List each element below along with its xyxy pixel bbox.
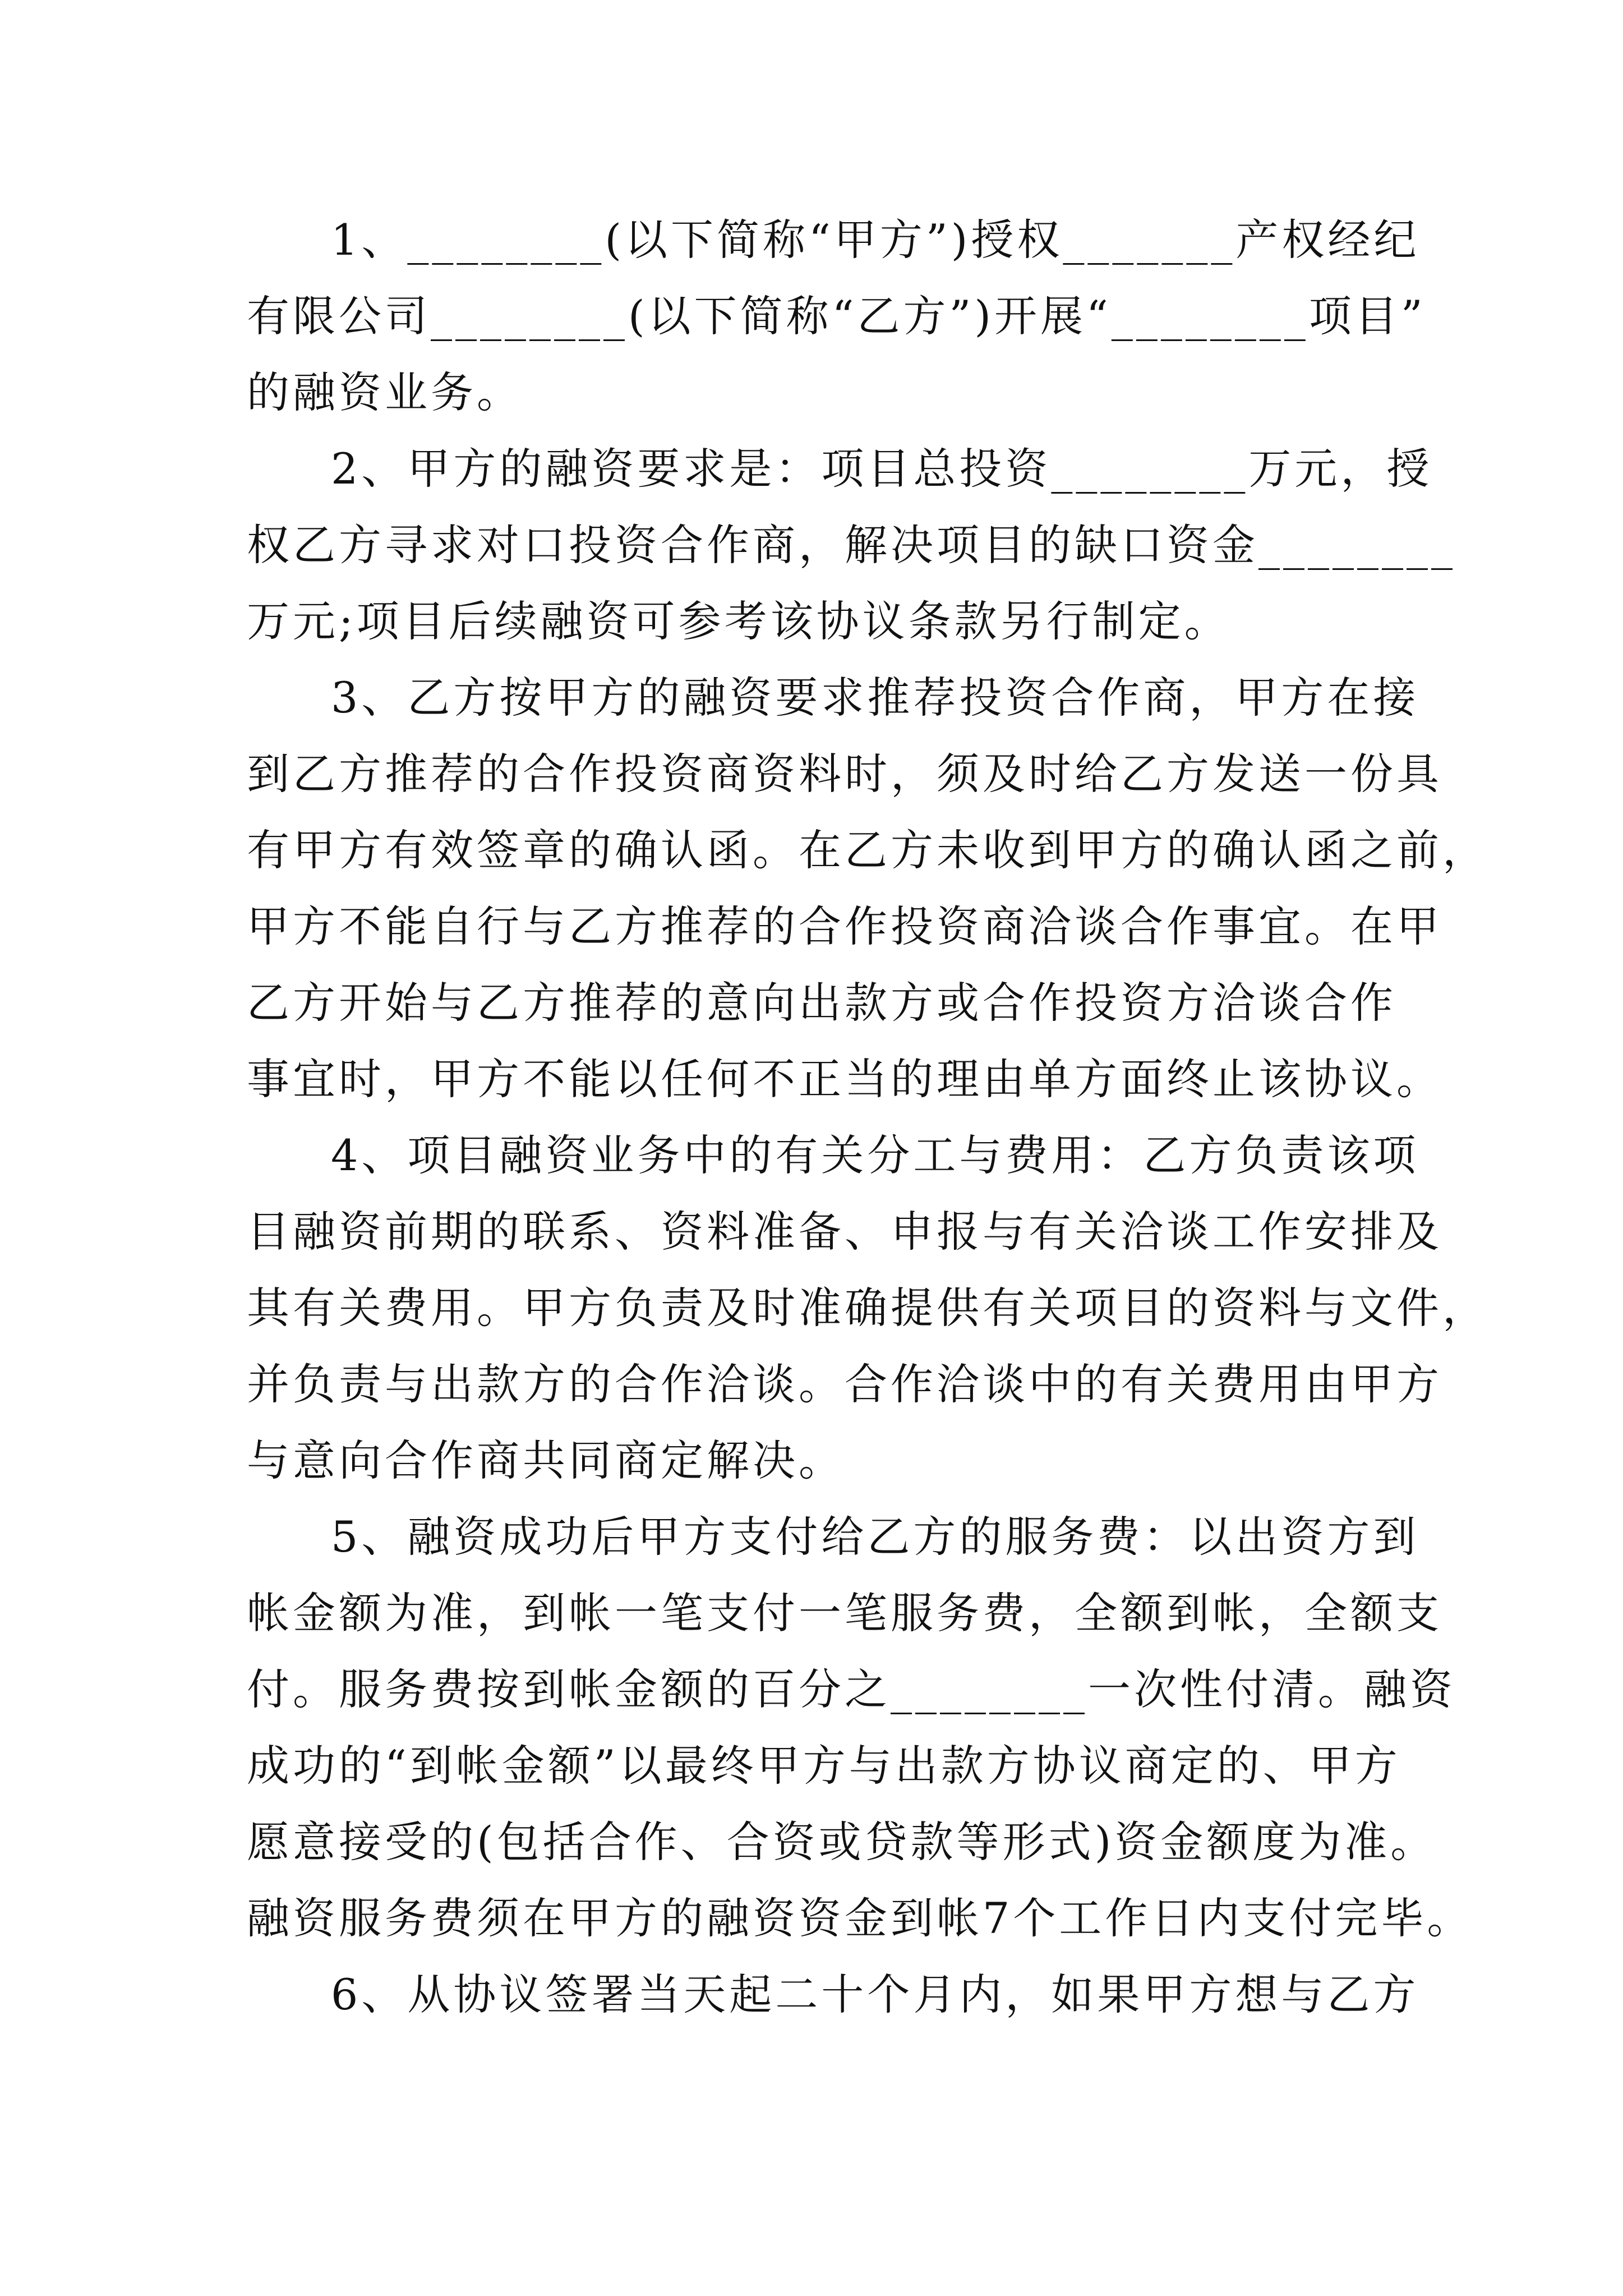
clause-4-line: 与意向合作商共同商定解决。 [247, 1435, 845, 1485]
clause-5-line: 帐金额为准，到帐一笔支付一笔服务费，全额到帐，全额支 [247, 1588, 1442, 1638]
clause-4-line: 4、项目融资业务中的有关分工与费用：乙方负责该项 [331, 1130, 1419, 1180]
clause-5-line: 融资服务费须在甲方的融资资金到帐7个工作日内支付完毕。 [247, 1893, 1473, 1943]
clause-5-paragraph [247, 1499, 1473, 1957]
clause-4-line: 并负责与出款方的合作洽谈。合作洽谈中的有关费用由甲方 [247, 1359, 1442, 1409]
clause-2-paragraph [247, 431, 1456, 660]
clause-5-line: 5、融资成功后甲方支付给乙方的服务费：以出资方到 [331, 1512, 1419, 1562]
clause-4-line: 其有关费用。甲方负责及时准确提供有关项目的资料与文件， [247, 1283, 1488, 1333]
clause-6-paragraph [247, 1957, 1419, 2033]
clause-6-line: 6、从协议签署当天起二十个月内，如果甲方想与乙方 [331, 1970, 1419, 2019]
clause-1-line: 的融资业务。 [247, 367, 523, 417]
clause-1-line: 有限公司________(以下简称“乙方”)开展“________项目” [247, 291, 1426, 341]
clause-3-line: 3、乙方按甲方的融资要求推荐投资合作商，甲方在接 [331, 673, 1419, 723]
clause-1-paragraph [247, 202, 1426, 431]
clause-2-line: 万元;项目后续融资可参考该协议条款另行制定。 [247, 596, 1230, 646]
clause-4-paragraph [247, 1117, 1488, 1499]
clause-2-line: 权乙方寻求对口投资合作商，解决项目的缺口资金________ [247, 520, 1456, 570]
agreement-body [247, 202, 1488, 2033]
clause-4-line: 目融资前期的联系、资料准备、申报与有关洽谈工作安排及 [247, 1207, 1442, 1257]
clause-3-line: 乙方开始与乙方推荐的意向出款方或合作投资方洽谈合作 [247, 978, 1396, 1028]
clause-5-line: 成功的“到帐金额”以最终甲方与出款方协议商定的、甲方 [247, 1741, 1401, 1791]
clause-5-line: 付。服务费按到帐金额的百分之________一次性付清。融资 [247, 1664, 1456, 1714]
clause-3-line: 事宜时，甲方不能以任何不正当的理由单方面终止该协议。 [247, 1054, 1442, 1104]
clause-1-line: 1、________(以下简称“甲方”)授权_______产权经纪 [331, 215, 1420, 265]
clause-2-line: 2、甲方的融资要求是：项目总投资________万元，授 [331, 444, 1433, 494]
clause-3-line: 有甲方有效签章的确认函。在乙方未收到甲方的确认函之前， [247, 825, 1488, 875]
clause-3-paragraph [247, 660, 1488, 1117]
clause-3-line: 甲方不能自行与乙方推荐的合作投资商洽谈合作事宜。在甲 [247, 901, 1442, 951]
clause-3-line: 到乙方推荐的合作投资商资料时，须及时给乙方发送一份具 [247, 749, 1442, 799]
clause-5-line: 愿意接受的(包括合作、合资或贷款等形式)资金额度为准。 [247, 1817, 1437, 1867]
